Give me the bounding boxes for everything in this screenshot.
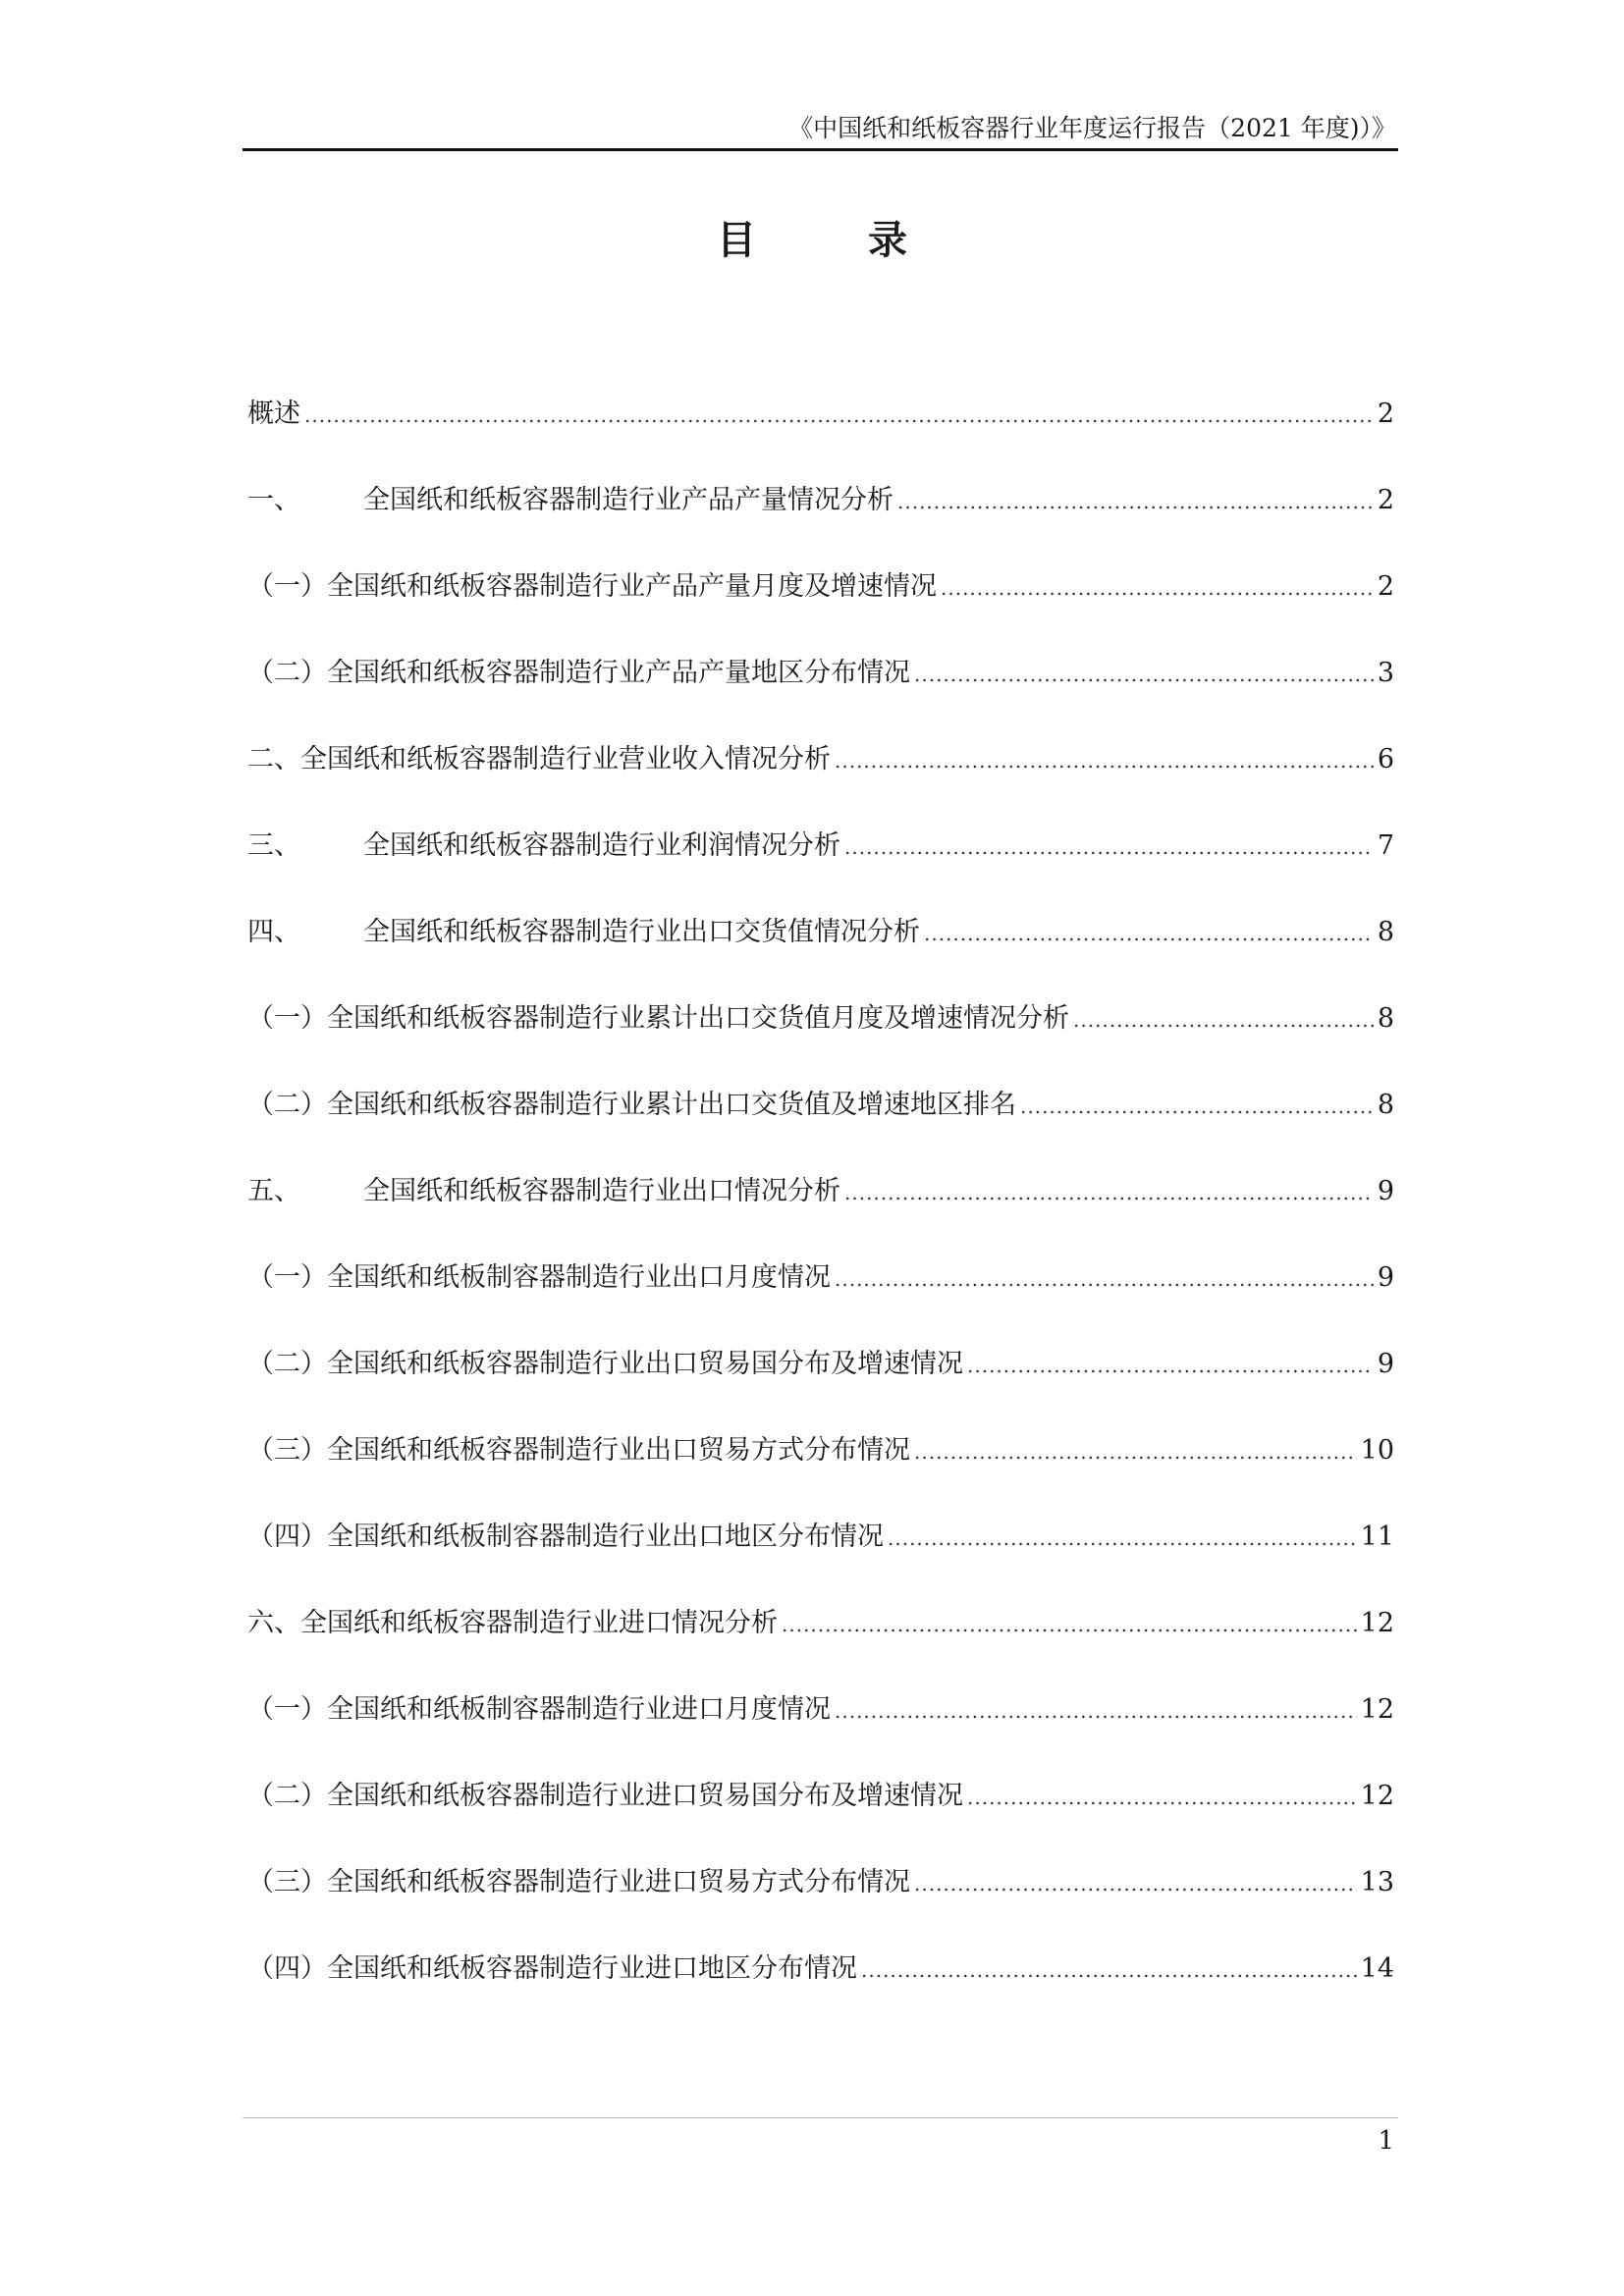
toc-entry[interactable] [247,1688,1394,1775]
toc-entry-label: 全国纸和纸板容器制造行业营业收入情况分析 [300,744,831,774]
toc-dot-leader [888,1517,1357,1560]
toc-entry[interactable] [247,1170,1394,1256]
toc-entry-number: （一） [247,1262,327,1293]
toc-dot-leader [835,739,1374,782]
toc-dot-leader [835,1689,1357,1733]
toc-entry-label: 全国纸和纸板容器制造行业进口贸易国分布及增速情况 [327,1781,963,1811]
toc-entry[interactable] [247,393,1394,479]
toc-entry-number: 一、 [247,485,300,515]
toc-entry-label: 全国纸和纸板容器制造行业产品产量月度及增速情况 [327,571,937,602]
toc-entry-label: 全国纸和纸板制容器制造行业出口月度情况 [327,1262,831,1293]
toc-entry-number: （一） [247,571,327,602]
toc-dot-leader [914,1430,1357,1473]
toc-entry-number: 二、 [247,744,300,774]
toc-entry-label: 全国纸和纸板容器制造行业产品产量地区分布情况 [327,658,910,688]
toc-dot-leader [941,566,1374,610]
toc-entry-page: 9 [1377,1262,1394,1293]
header-divider [243,148,1398,151]
toc-entry-page: 8 [1377,1003,1394,1034]
toc-entry-number: 三、 [247,830,300,861]
toc-entry-label: 全国纸和纸板容器制造行业累计出口交货值及增速地区排名 [327,1090,1016,1120]
toc-entry-page: 9 [1377,1176,1394,1206]
toc-entry-page: 9 [1377,1349,1394,1379]
toc-entry[interactable] [247,1602,1394,1688]
toc-entry-page: 7 [1377,830,1394,861]
toc-dot-leader [1073,998,1374,1041]
page-number: 1 [1378,2126,1394,2156]
toc-entry-number: 五、 [247,1176,300,1206]
toc-entry-page: 8 [1377,917,1394,947]
toc-entry-number: （二） [247,658,327,688]
report-header-title: 《中国纸和纸板容器行业年度运行报告（2021 年度)）》 [788,114,1396,142]
toc-dot-leader [924,912,1374,955]
toc-dot-leader [861,1949,1357,1992]
toc-entry[interactable] [247,825,1394,911]
toc-entry-label: 全国纸和纸板制容器制造行业进口月度情况 [327,1694,831,1725]
toc-entry-page: 12 [1360,1781,1394,1811]
toc-dot-leader [782,1603,1357,1646]
toc-entry[interactable] [247,738,1394,825]
toc-entry-number: （二） [247,1090,327,1120]
toc-entry-page: 3 [1377,658,1394,688]
toc-entry[interactable] [247,652,1394,738]
toc-entry-page: 12 [1360,1694,1394,1725]
toc-entry-number: （一） [247,1003,327,1034]
toc-dot-leader [897,480,1374,523]
toc-entry-label: 全国纸和纸板容器制造行业进口贸易方式分布情况 [327,1867,910,1897]
toc-entry-page: 8 [1377,1090,1394,1120]
toc-entry[interactable] [247,479,1394,565]
toc-entry[interactable] [247,1429,1394,1516]
toc-entry-label: 全国纸和纸板容器制造行业出口情况分析 [363,1176,840,1206]
toc-entry-label: 全国纸和纸板容器制造行业出口贸易国分布及增速情况 [327,1349,963,1379]
toc-dot-leader [914,653,1374,696]
toc-entry[interactable] [247,565,1394,652]
toc-entry[interactable] [247,1775,1394,1861]
toc-entry[interactable] [247,911,1394,997]
toc-entry[interactable] [247,1343,1394,1429]
toc-dot-leader [914,1862,1357,1905]
toc-entry-label: 全国纸和纸板容器制造行业累计出口交货值月度及增速情况分析 [327,1003,1069,1034]
toc-dot-leader [967,1776,1357,1819]
toc-entry-label: 全国纸和纸板制容器制造行业出口地区分布情况 [327,1522,884,1552]
toc-entry-number: （一） [247,1694,327,1725]
toc-entry-page: 2 [1377,485,1394,515]
toc-entry-page: 13 [1360,1867,1394,1897]
toc-entry-label: 概述 [247,399,300,429]
toc-entry-number: （二） [247,1349,327,1379]
toc-entry-page: 6 [1377,744,1394,774]
toc-dot-leader [844,1171,1374,1214]
toc-entry-page: 11 [1360,1522,1394,1552]
toc-entry[interactable] [247,1861,1394,1948]
toc-entry[interactable] [247,1084,1394,1170]
toc-dot-leader [1020,1085,1374,1128]
toc-entry[interactable] [247,997,1394,1084]
toc-entry-page: 12 [1360,1608,1394,1638]
toc-entry-label: 全国纸和纸板容器制造行业进口情况分析 [300,1608,778,1638]
toc-entry-number: （四） [247,1953,327,1984]
toc-dot-leader [844,826,1374,869]
toc-entry-label: 全国纸和纸板容器制造行业进口地区分布情况 [327,1953,857,1984]
toc-entry-page: 10 [1360,1435,1394,1466]
toc-entry-number: （二） [247,1781,327,1811]
toc-entry-label: 全国纸和纸板容器制造行业利润情况分析 [363,830,840,861]
toc-entry[interactable] [247,1516,1394,1602]
toc-entry-number: 六、 [247,1608,300,1638]
footer-divider [243,2117,1398,2118]
toc-entry-page: 2 [1377,571,1394,602]
toc-entry-label: 全国纸和纸板容器制造行业出口交货值情况分析 [363,917,920,947]
toc-entry-number: （四） [247,1522,327,1552]
toc-dot-leader [835,1257,1374,1301]
toc-entry-label: 全国纸和纸板容器制造行业产品产量情况分析 [363,485,893,515]
toc-dot-leader [304,394,1374,437]
toc-entry-number: （三） [247,1435,327,1466]
toc-entry-page: 2 [1377,399,1394,429]
toc-entry[interactable] [247,1948,1394,2034]
page-title: 目 录 [717,218,956,263]
toc-entry-label: 全国纸和纸板容器制造行业出口贸易方式分布情况 [327,1435,910,1466]
toc-entry[interactable] [247,1256,1394,1343]
toc-entry-number: 四、 [247,917,300,947]
toc-dot-leader [967,1344,1374,1387]
toc-entry-number: （三） [247,1867,327,1897]
toc-entry-page: 14 [1360,1953,1394,1984]
table-of-contents [247,393,1394,2034]
